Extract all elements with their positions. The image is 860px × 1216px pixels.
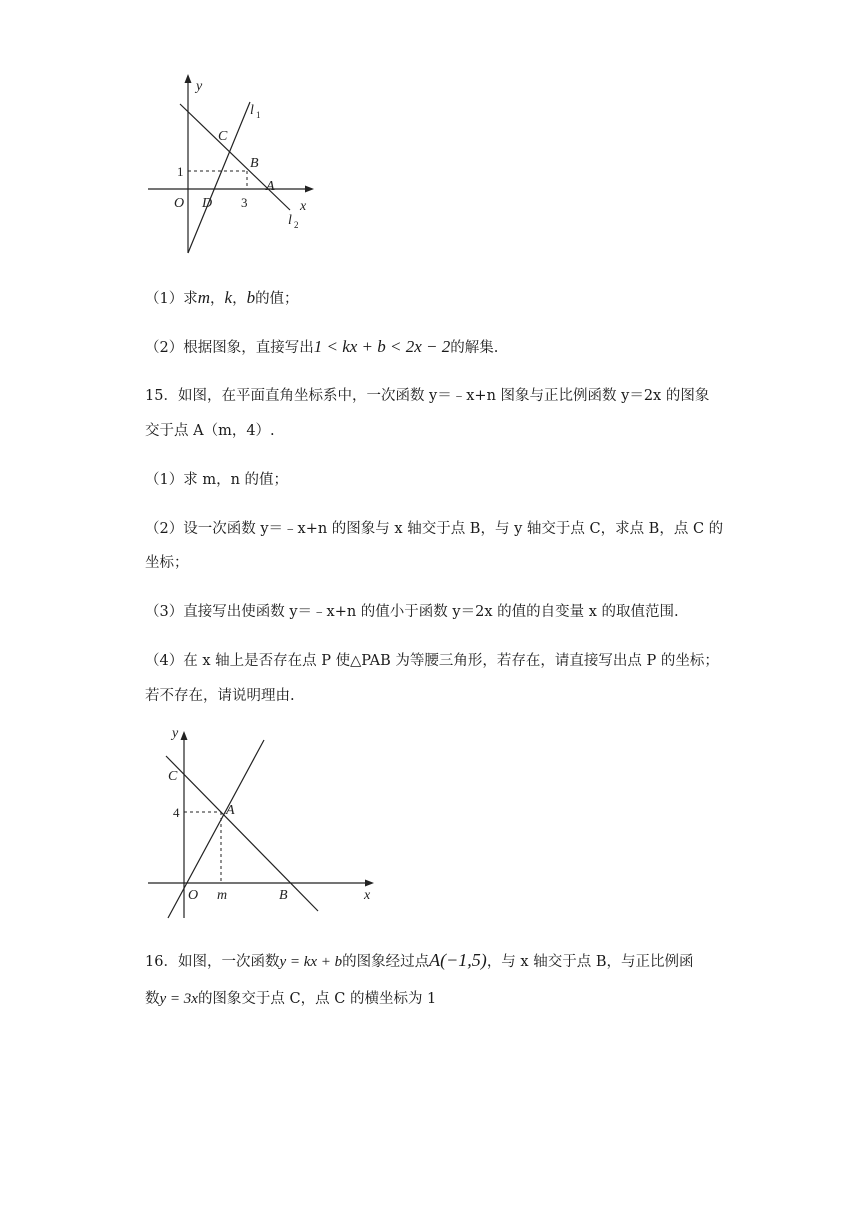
figure-2-graph xyxy=(140,722,390,922)
q15-part2-line1: （2）设一次函数 y＝﹣x+n 的图象与 x 轴交于点 B，与 y 轴交于点 C，求点 B，点 C 的 xyxy=(145,521,724,537)
label-l1-sub: 1 xyxy=(256,110,261,120)
q16-line1-mid: 的图象经过点 xyxy=(342,954,430,970)
q16-function: y = kx + b xyxy=(279,954,343,970)
q14-part1 xyxy=(145,287,299,310)
label-l2-sub: 2 xyxy=(294,220,299,230)
line-y-2x xyxy=(168,740,264,918)
line-l1 xyxy=(188,102,250,253)
q14-sep2: ， xyxy=(232,291,247,307)
q15-part4-line2: 若不存在，请说明理由. xyxy=(145,688,295,704)
q16-line2 xyxy=(145,988,436,1010)
label-y: y xyxy=(196,79,203,94)
label-l1: l xyxy=(250,103,254,118)
q16-line1 xyxy=(145,949,693,973)
label-D: D xyxy=(202,196,213,211)
label-C: C xyxy=(168,769,178,784)
q14-var-m: m xyxy=(197,288,211,307)
q16-line1-suffix: ，与 x 轴交于点 B，与正比例函 xyxy=(486,954,694,970)
label-y: y xyxy=(172,726,179,741)
label-A: A xyxy=(266,179,275,194)
q14-part2-suffix: 的解集. xyxy=(450,340,499,356)
q16-line2-prefix: 数 xyxy=(145,991,160,1007)
label-l2: l xyxy=(288,213,292,228)
q14-var-b: b xyxy=(246,288,256,307)
q16-line1-prefix: 16．如图，一次函数 xyxy=(145,954,280,970)
label-x: x xyxy=(364,888,371,903)
x-axis-arrow xyxy=(305,186,314,193)
tick-label-4: 4 xyxy=(173,805,180,820)
label-x: x xyxy=(300,199,307,214)
line-l2 xyxy=(180,104,290,210)
q15-part1: （1）求 m，n 的值； xyxy=(145,472,289,488)
q14-part2-prefix: （2）根据图象，直接写出 xyxy=(145,340,314,356)
q14-part2 xyxy=(145,336,498,359)
figure-1-graph xyxy=(140,68,340,263)
q15-part4-line1: （4）在 x 轴上是否存在点 P 使△PAB 为等腰三角形，若存在，请直接写出点 P 的坐标； xyxy=(145,653,719,669)
label-B: B xyxy=(279,888,288,903)
q14-inequality: 1 < kx + b < 2x − 2 xyxy=(313,337,451,356)
label-C: C xyxy=(218,129,228,144)
q14-part1-prefix: （1）求 xyxy=(145,291,198,307)
q14-part1-suffix: 的值； xyxy=(255,291,299,307)
label-O: O xyxy=(188,888,199,903)
y-axis-arrow xyxy=(181,731,188,740)
tick-label-1: 1 xyxy=(177,164,184,179)
label-B: B xyxy=(250,156,259,171)
q14-sep1: ， xyxy=(210,291,225,307)
q16-line2-suffix: 的图象交于点 C，点 C 的横坐标为 1 xyxy=(197,991,437,1007)
q15-part3: （3）直接写出使函数 y＝﹣x+n 的值小于函数 y＝2x 的值的自变量 x 的取值范围. xyxy=(145,604,679,620)
tick-label-3: 3 xyxy=(241,195,248,210)
q15-line1: 15．如图，在平面直角坐标系中，一次函数 y＝﹣x+n 图象与正比例函数 y＝2x 的图象 xyxy=(145,388,710,404)
q14-var-k: k xyxy=(224,288,233,307)
y-axis-arrow xyxy=(185,74,192,83)
label-m: m xyxy=(217,888,228,903)
q16-point-A: A(−1,5) xyxy=(429,950,487,970)
q16-proportional-fn: y = 3x xyxy=(159,991,198,1007)
q15-part2-line2: 坐标； xyxy=(145,555,189,571)
x-axis-arrow xyxy=(365,880,374,887)
label-O: O xyxy=(174,196,185,211)
label-A: A xyxy=(226,803,235,818)
q15-line2: 交于点 A（m，4）. xyxy=(145,423,275,439)
